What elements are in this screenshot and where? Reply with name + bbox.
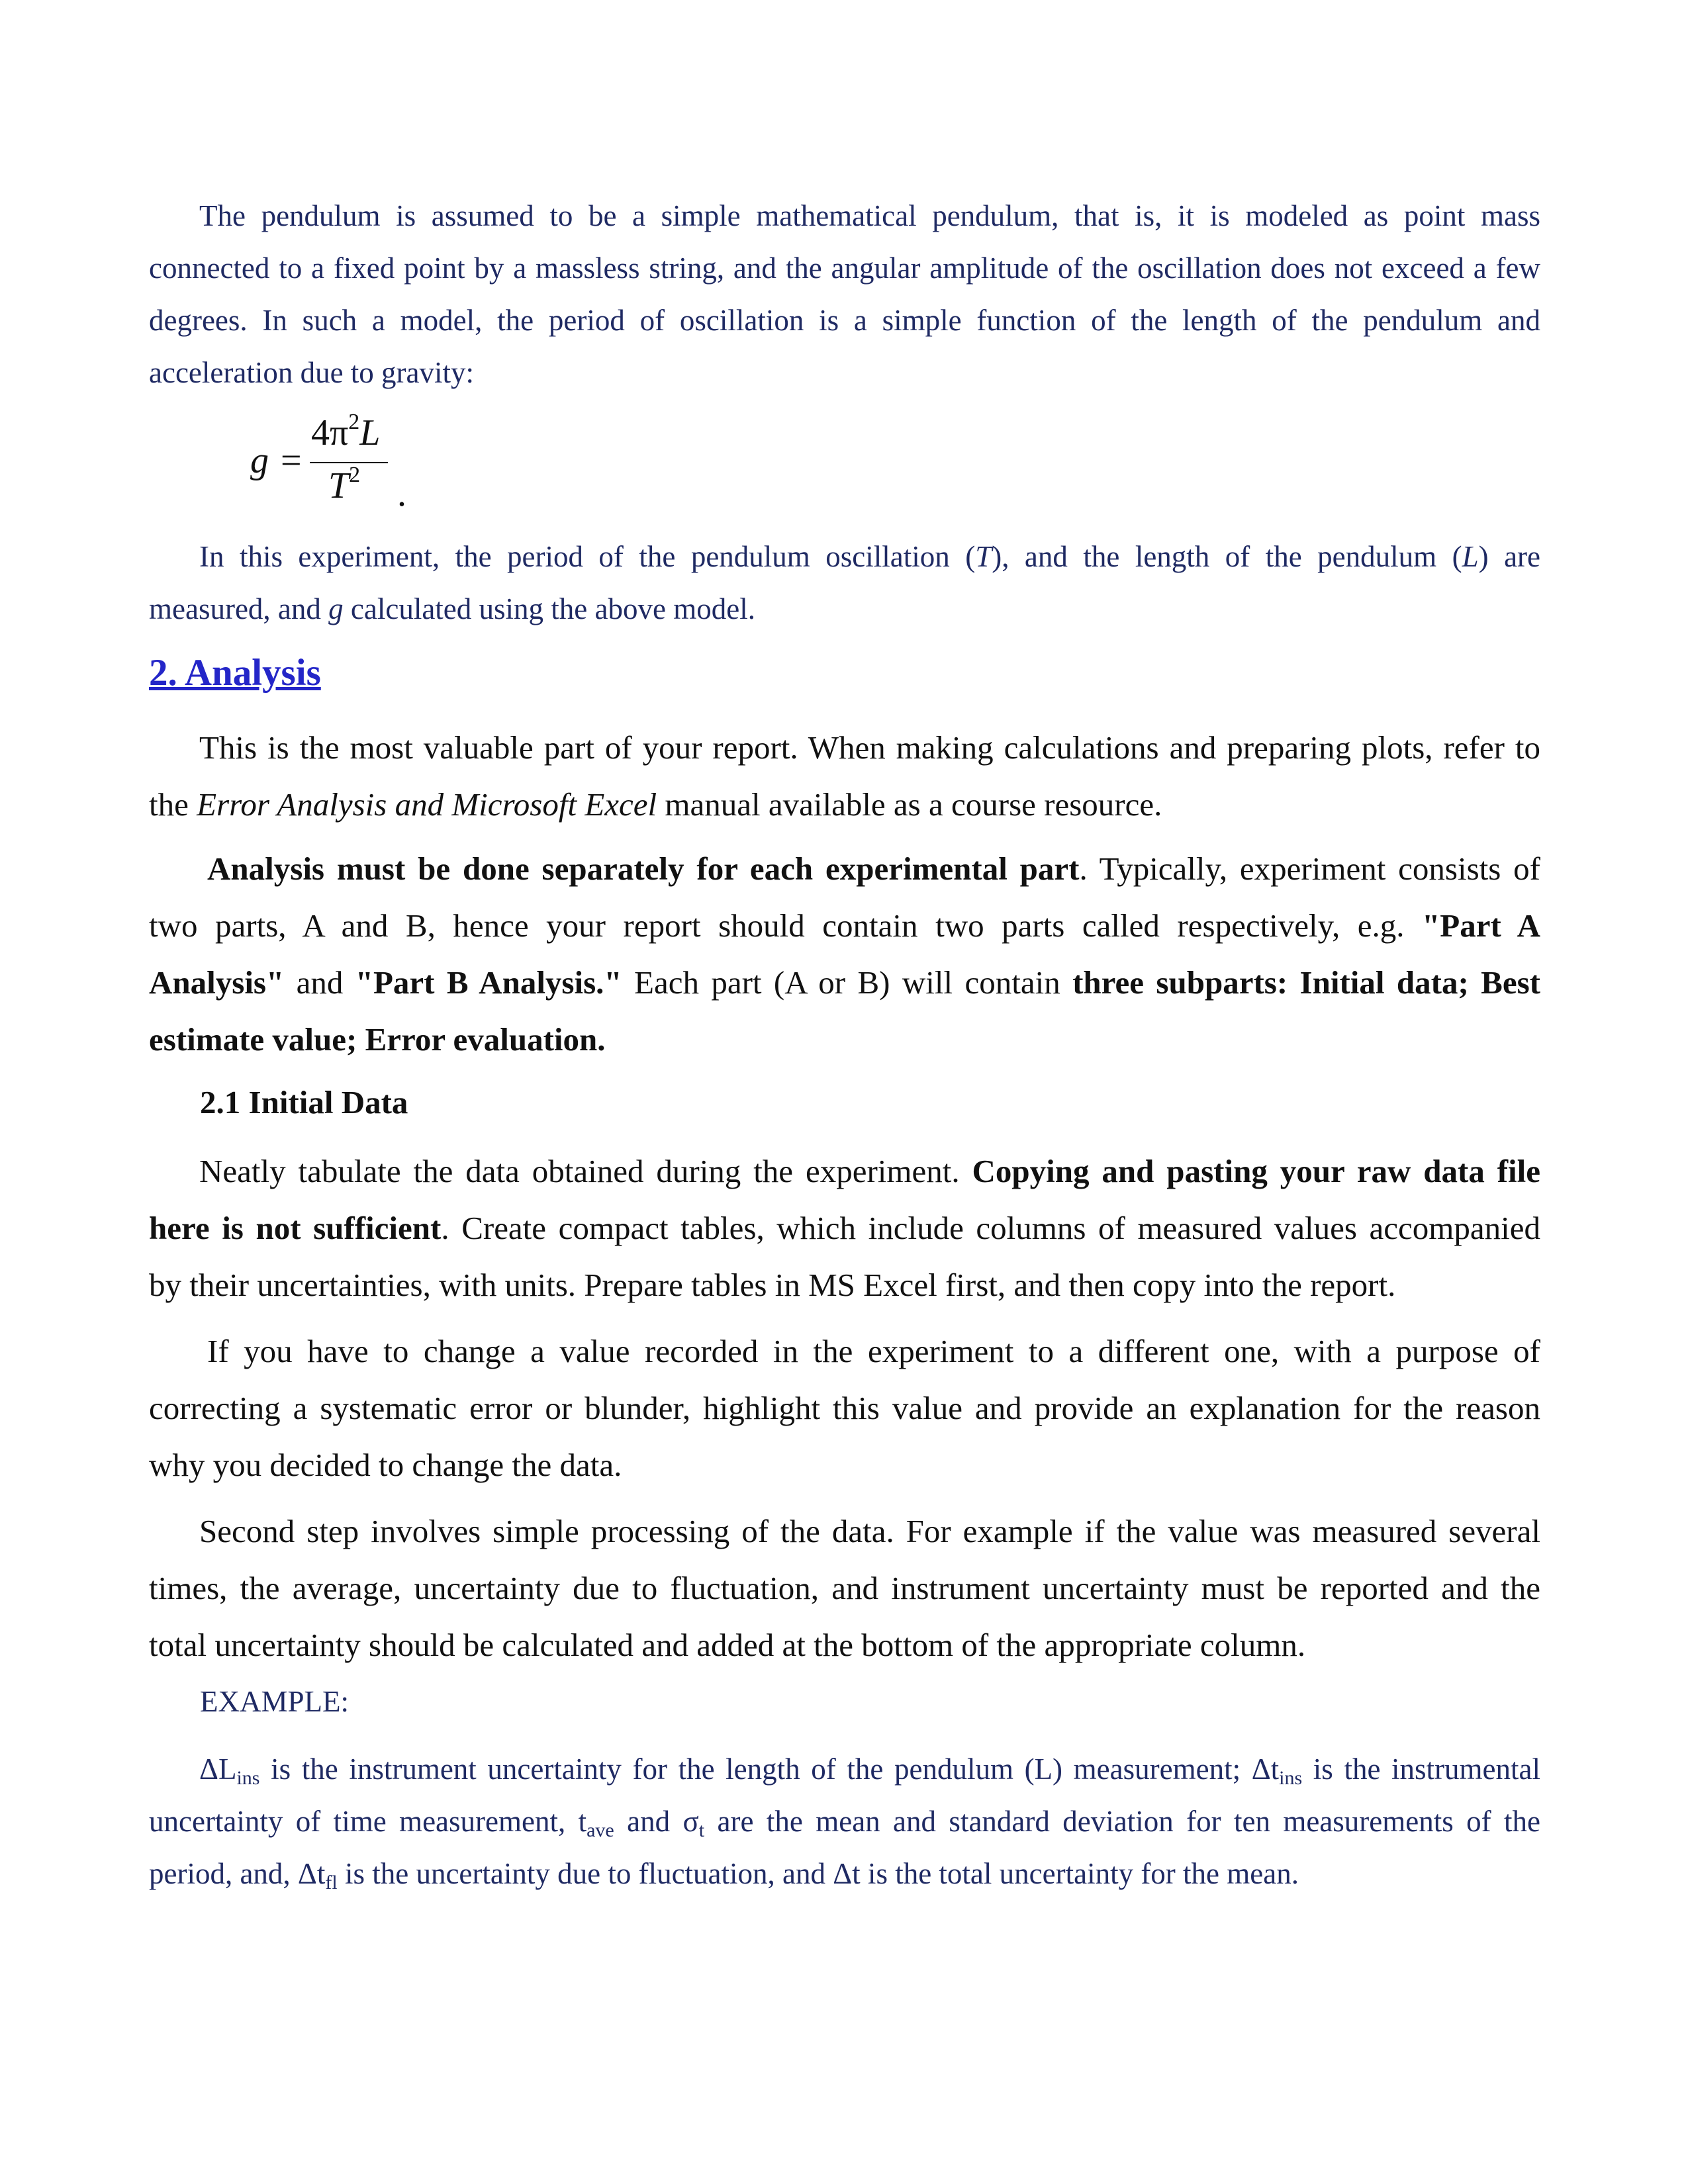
example-line-1: $\Delta L_{ins}$ is the instrument uncertainty for the length of the pendulum (L) measurement; $\Delta t_{ins}$ is the instrumental — [199, 1752, 1540, 1789]
formula-period: . — [397, 473, 406, 514]
intro-line-4: acceleration due to gravity: — [149, 356, 475, 389]
processing-line-3: total uncertainty should be calculated and added at the bottom of the appropriate column. — [149, 1627, 1306, 1663]
tabulate-line-1: Neatly tabulate the data obtained during the experiment. Copying and pasting your raw data file — [199, 1153, 1541, 1189]
measurement-line-1: In this experiment, the period of the pendulum oscillation (T), and the length of the pendulum (L) are — [199, 540, 1541, 573]
processing-line-2: times, the average, uncertainty due to fluctuation, and instrument uncertainty must be reported and the — [149, 1570, 1540, 1606]
gravity-formula — [250, 410, 422, 514]
tabulate-line-2: here is not sufficient. Create compact tables, which include columns of measured values accompanied — [149, 1210, 1540, 1246]
processing-paragraph — [149, 1503, 1540, 1674]
example-paragraph — [149, 1743, 1540, 1900]
example-line-2: uncertainty of time measurement, $t_{ave}$ and $\sigma_t$ are the mean and standard deviation for ten measurements of the — [149, 1805, 1541, 1841]
intro-line-1: The pendulum is assumed to be a simple mathematical pendulum, that is, it is modeled as point mass — [199, 199, 1540, 232]
formula-denominator: $T^2$ — [328, 463, 361, 506]
example-line-3: period, and, $\Delta t_{fl}$ is the uncertainty due to fluctuation, and Δt is the total uncertainty for the mean. — [149, 1857, 1299, 1893]
change-value-paragraph — [149, 1323, 1540, 1494]
analysis-intro-paragraph — [149, 719, 1540, 833]
intro-paragraph — [149, 190, 1540, 399]
parts-line-2: two parts, A and B, hence your report should contain two parts called respectively, e.g. "Part A — [149, 907, 1540, 944]
change-line-1: If you have to change a value recorded in the experiment to a different one, with a purpose of — [207, 1333, 1540, 1369]
formula-lhs: g — [250, 440, 269, 481]
subsection-heading-initial-data: 2.1 Initial Data — [200, 1084, 408, 1120]
parts-line-1: Analysis must be done separately for each experimental part. Typically, experiment consists of — [207, 850, 1541, 887]
analysis-intro-line-1: This is the most valuable part of your report. When making calculations and preparing plots, refer to — [199, 729, 1540, 766]
parts-line-3: Analysis" and "Part B Analysis." Each part (A or B) will contain three subparts: Initial data; Best — [149, 964, 1540, 1001]
intro-line-2: connected to a fixed point by a massless string, and the angular amplitude of the oscillation does not exceed a few — [149, 251, 1540, 285]
measurement-line-2: measured, and g calculated using the above model. — [149, 592, 755, 625]
tabulate-paragraph — [149, 1143, 1540, 1314]
analysis-parts-paragraph — [149, 841, 1540, 1068]
section-heading-analysis: 2. Analysis — [149, 652, 321, 694]
formula-equals: = — [281, 440, 302, 481]
measurement-paragraph — [149, 531, 1540, 635]
parts-line-4: estimate value; Error evaluation. — [149, 1021, 606, 1058]
formula-numerator: $4\pi^2L$ — [311, 410, 381, 453]
tabulate-line-3: by their uncertainties, with units. Prepare tables in MS Excel first, and then copy into the report. — [149, 1267, 1396, 1303]
change-line-2: correcting a systematic error or blunder, highlight this value and provide an explanation for the reason — [149, 1390, 1540, 1426]
processing-line-1: Second step involves simple processing of the data. For example if the value was measured several — [199, 1513, 1540, 1549]
intro-line-3: degrees. In such a model, the period of oscillation is a simple function of the length of the pendulum and — [149, 304, 1540, 337]
example-label: EXAMPLE: — [200, 1685, 349, 1718]
analysis-intro-line-2: the Error Analysis and Microsoft Excel manual available as a course resource. — [149, 786, 1162, 823]
change-line-3: why you decided to change the data. — [149, 1447, 622, 1483]
